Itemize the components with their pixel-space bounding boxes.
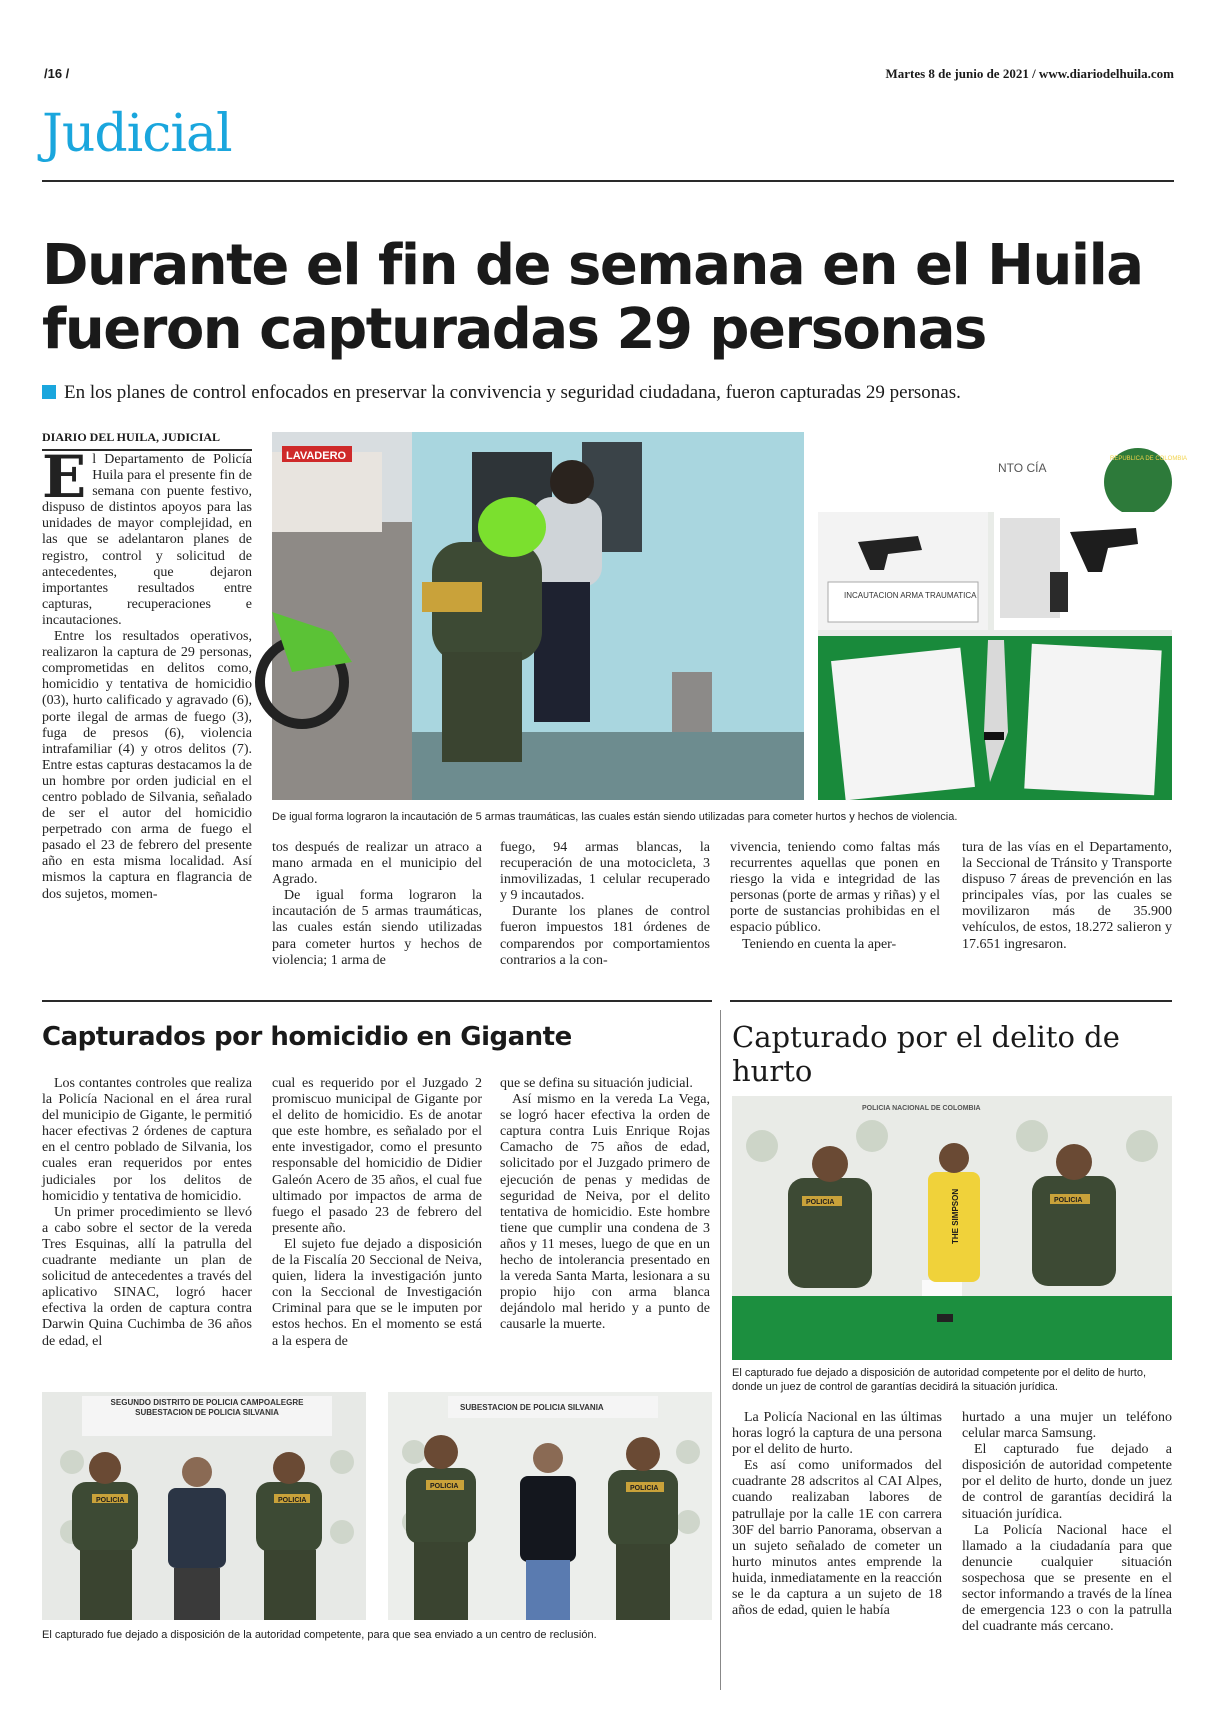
main-column-1 (42, 443, 252, 903)
main-col4-paragraph-1: vivencia, teniendo como faltas más recurrentes aquellas que ponen en riesgo la vida e integridad de las personas (porte de armas y riñas) y el porte de sustancias prohibidas en el espacio público. (730, 840, 940, 936)
bullet-square-icon (42, 385, 56, 399)
photo-banner-left: SEGUNDO DISTRITO DE POLICIA CAMPOALEGRE SUBESTACION DE POLICIA SILVANIA (110, 1398, 304, 1417)
gigante-col3-paragraph-1: que se defina su situación judicial. (500, 1076, 693, 1091)
gigante-title: Capturados por homicidio en Gigante (42, 1022, 572, 1052)
photo-banner-text: NTO CÍA (998, 461, 1047, 475)
photo-capture-silvania-2 (388, 1392, 712, 1620)
photo-seal-text: REPUBLICA DE COLOMBIA (1110, 456, 1188, 462)
main-col2-paragraph-2: De igual forma lograron la incautación de 5 armas traumáticas, las cuales están siendo utilizadas para cometer hurtos y hechos de violencia; 1 arma de (272, 888, 482, 968)
shirt-text: THE SIMPSON (951, 1188, 960, 1244)
subhead (42, 382, 1182, 404)
headline-line-2: fueron capturadas 29 personas (42, 297, 986, 362)
hurto-photo-banner: POLICIA NACIONAL DE COLOMBIA (862, 1105, 981, 1112)
main-col1-paragraph-1 (42, 443, 252, 629)
photo-seized-weapons (818, 432, 1188, 800)
hurto-col2-paragraph-1: hurtado a una mujer un teléfono celular marca Samsung. (962, 1410, 1172, 1442)
main-column-2 (272, 840, 482, 969)
photo-capture-silvania-1 (42, 1392, 366, 1620)
gigante-col2-paragraph-2: El sujeto fue dejado a disposición de la Fiscalía 20 Seccional de Neiva, quien, lidera la investigación junto con la Seccional de Investigación Criminal para que se le imputen por estos hechos. En el momento se está a la espera de (272, 1236, 482, 1349)
vest-label-3: POLICIA (430, 1483, 459, 1490)
main-col3-paragraph-2: Durante los planes de control fueron impuestos 181 órdenes de comparendos por comportamientos contrarios a la con- (500, 904, 710, 968)
hurto-col2-paragraph-2: El capturado fue dejado a disposición de autoridad competente por el delito de hurto, donde un juez de control de garantías decidirá la situación jurídica. (962, 1442, 1172, 1522)
hurto-col2-paragraph-3: La Policía Nacional hace el llamado a la ciudadanía para que denuncie cualquier situación sospechosa que se presente en el sector informando a través de la línea de emergencia 123 o con la patrulla del cuadrante más cercano. (962, 1522, 1172, 1635)
main-col1-paragraph-2: Entre los resultados operativos, realizaron la captura de 29 personas, comprometidas en delitos como, homicidio y tentativa de homicidio (03), hurto calificado y agravado (6), porte ilegal de armas de fuego (3), fuga de presos (6), violencia intrafamiliar (4) y otros delitos (7). Entre estas capturas destacamos la de un hombre por orden judicial en el centro poblado de Silvania, señalado de ser el autor del homicidio perpetrado con arma de fuego el pasado el 23 de febrero del presente año en esta misma localidad. Así mismos la captura en flagrancia de dos sujetos, momen- (42, 629, 252, 902)
divider-left (42, 1000, 712, 1002)
photo-banner-right: SUBESTACION DE POLICIA SILVANIA (460, 1403, 604, 1412)
photo-police-search (272, 432, 804, 800)
hurto-col1-paragraph-2: Es así como uniformados del cuadrante 28 adscritos al CAI Alpes, cuando realizaban labores de patrullaje por la calle 1E con carrera 30F del barrio Panorama, observan a un sujeto señalado de cometer un hurto minutos antes emprende la huida, inmediatamente en la reacción se le da captura a un sujeto de 18 años de edad, quien le había (732, 1458, 942, 1619)
headline (42, 234, 1182, 362)
main-col5-paragraph-1: tura de las vías en el Departamento, la Seccional de Tránsito y Transporte dispuso 7 áreas de prevención en las principales vías, por las cuales se movilizaron más de 35.900 vehículos, de estos, 18.272 salieron y 17.651 ingresaron. (962, 840, 1172, 952)
lavadero-sign-text: LAVADERO (286, 450, 347, 462)
main-col3-paragraph-1: fuego, 94 armas blancas, la recuperación de una motocicleta, 3 inmovilizadas, 1 celular recuperado y 9 incautados. (500, 840, 710, 904)
hurto-col1-paragraph-1: La Policía Nacional en las últimas horas logró la captura de una persona por el delito de hurto. (732, 1410, 942, 1458)
photo-hurto-capture (732, 1096, 1172, 1360)
main-column-5 (962, 840, 1172, 953)
hurto-column-2 (962, 1410, 1172, 1635)
gigante-column-1 (42, 1076, 252, 1350)
photo-caption-main: De igual forma lograron la incautación de 5 armas traumáticas, las cuales están siendo utilizadas para cometer hurtos y hechos de violencia. (272, 811, 958, 823)
gigante-col3-paragraph-2: Así mismo en la vereda La Vega, se logró hacer efectiva la orden de captura contra Luis Enrique Rojas Camacho de 75 años de edad, solicitado por el Juzgado primero de ejecución de penas y medidas de seguridad de Neiva, por el delito tentativa de homicidio. Este hombre tiene que cumplir una condena de 3 años y 11 meses, luego de que en un hecho de intolerancia presentado en la vereda Santa Marta, lesionara a su propio hijo con arma blanca dejándolo mal herido y a punto de causarle la muerte. (500, 1092, 710, 1333)
gigante-caption: El capturado fue dejado a disposición de la autoridad competente, para que sea enviado a un centro de reclusión. (42, 1629, 597, 1641)
main-col4-paragraph-2: Teniendo en cuenta la aper- (742, 936, 897, 952)
section-title: Judicial (42, 104, 232, 164)
vest-label-1: POLICIA (96, 1497, 125, 1504)
incautacion-label: INCAUTACION ARMA TRAUMATICA (844, 591, 977, 600)
hurto-title: Capturado por el delito de hurto (732, 1020, 1120, 1088)
page-number: /16 / (44, 66, 70, 81)
hurto-column-1 (732, 1410, 942, 1619)
vest-label-2: POLICIA (278, 1497, 307, 1504)
byline: DIARIO DEL HUILA, JUDICIAL (42, 430, 252, 451)
main-col1-paragraph-1-text: l Departamento de Policía Huila para el presente fin de semana con puente festivo, dispuso de distintos apoyos para las unidades de mayor complejidad, en las que se adelantaron planes de registro, control y solicitud de antecedentes, que dejaron importantes resultados entre capturas, recuperaciones e incautaciones. (42, 452, 252, 628)
main-col2-paragraph-1: tos después de realizar un atraco a mano armada en el municipio del Agrado. (272, 840, 482, 888)
header-rule (42, 180, 1174, 182)
vertical-divider (720, 1010, 721, 1690)
gigante-col1-paragraph-2: Un primer procedimiento se llevó a cabo sobre el sector de la vereda Tres Esquinas, allí la patrulla del cuadrante mediante un plan de solicitud de antecedentes a través del aplicativo SINAC, logró hacer efectiva la orden de captura contra Darwin Quina Cuchimba de 36 años de edad, el (42, 1204, 252, 1349)
dropcap: E (42, 443, 87, 511)
gigante-column-2 (272, 1076, 482, 1350)
gigante-col1-paragraph-1: Los contantes controles que realiza la Policía Nacional en el área rural del municipio de Gigante, le permitió hacer efectivas 2 órdenes de captura en el centro poblado de Silvania, los cuales eran requeridos por entes judiciales por los delitos de homicidio y tentativa de homicidio. (42, 1076, 252, 1204)
vest-label-6: POLICIA (1054, 1197, 1083, 1204)
subhead-text: En los planes de control enfocados en preservar la convivencia y seguridad ciudadana, fueron capturadas 29 personas. (64, 382, 961, 403)
vest-label-4: POLICIA (630, 1485, 659, 1492)
gigante-col2-paragraph-1: cual es requerido por el Juzgado 2 promiscuo municipal de Gigante por el delito de homicidio. Es de anotar que este hombre, es señalado por el ente investigador, como el presunto responsable del homicidio de Didier Galeón Acero de 35 años, el cual fue ultimado por impactos de arma de fuego el pasado 23 de febrero del presente año. (272, 1076, 482, 1236)
main-column-3 (500, 840, 710, 969)
divider-right (730, 1000, 1172, 1002)
main-column-4 (730, 840, 940, 953)
vest-label-5: POLICIA (806, 1199, 835, 1206)
date-and-site: Martes 8 de junio de 2021 / www.diariodelhuila.com (885, 66, 1174, 81)
hurto-caption: El capturado fue dejado a disposición de autoridad competente por el delito de hurto, donde un juez de control de garantías decidirá la situación jurídica. (732, 1367, 1147, 1393)
gigante-column-3 (500, 1076, 710, 1334)
headline-line-1: Durante el fin de semana en el Huila (42, 233, 1143, 298)
